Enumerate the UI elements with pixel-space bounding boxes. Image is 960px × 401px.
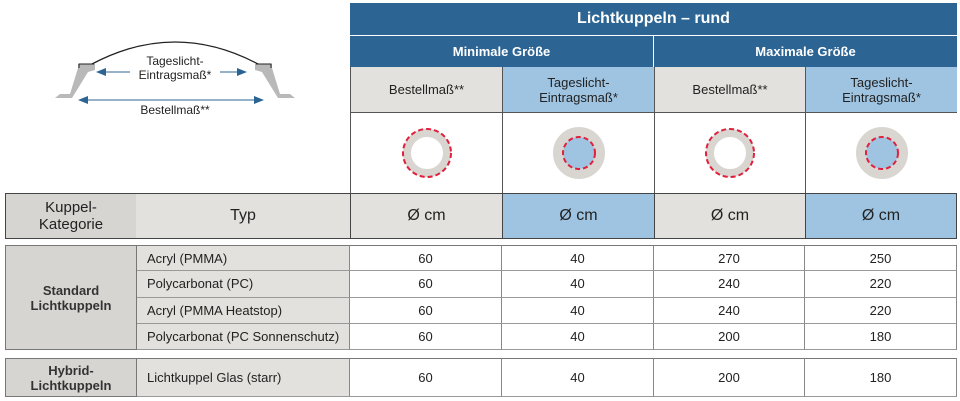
value-cell: 180 — [805, 358, 957, 397]
value-cell: 60 — [350, 324, 502, 350]
value-cell: 60 — [350, 245, 502, 271]
category-cell — [5, 358, 137, 397]
order-ring-icon — [702, 125, 758, 181]
ring-icon-cell — [502, 113, 654, 193]
daylight-label: Tageslicht- — [146, 54, 204, 68]
value-cell: 40 — [502, 358, 654, 397]
category-label-2: Lichtkuppeln — [30, 297, 112, 313]
ring-icon-cell — [350, 113, 502, 193]
ring-icon-cell — [805, 113, 957, 193]
subheader-order — [654, 67, 805, 113]
value-cell: 250 — [805, 245, 957, 271]
type-header: Typ — [136, 193, 351, 239]
type-cell: Polycarbonat (PC Sonnenschutz) — [137, 324, 350, 350]
subheader-daylight — [502, 67, 654, 113]
subheader-label-2: Eintragsmaß* — [539, 89, 618, 105]
type-cell: Lichtkuppel Glas (starr) — [137, 358, 350, 397]
value-cell: 40 — [502, 245, 654, 271]
subheader-label-2: Eintragsmaß* — [842, 89, 921, 105]
subheader-label: Bestellmaß** — [388, 82, 465, 97]
category-label: Standard — [42, 282, 100, 298]
order-ring-icon — [399, 125, 455, 181]
value-cell: 40 — [502, 324, 654, 350]
subheader-daylight — [805, 67, 957, 113]
category-header — [5, 193, 137, 239]
order-label: Bestellmaß** — [140, 103, 210, 117]
subheader-order — [350, 67, 502, 113]
ring-icon-cell — [654, 113, 805, 193]
value-cell: 220 — [805, 271, 957, 297]
daylight-label-2: Eintragsmaß* — [138, 68, 212, 82]
value-cell: 240 — [654, 298, 805, 324]
subheader-label: Bestellmaß** — [692, 82, 768, 97]
type-cell: Polycarbonat (PC) — [137, 271, 350, 297]
category-label-2: Kategorie — [38, 216, 104, 233]
unit-label: Ø cm — [350, 193, 502, 239]
value-cell: 40 — [502, 271, 654, 297]
group-max-size: Maximale Größe — [654, 36, 957, 67]
unit-label: Ø cm — [805, 193, 957, 239]
value-cell: 240 — [654, 271, 805, 297]
type-cell: Acryl (PMMA Heatstop) — [137, 298, 350, 324]
value-cell: 270 — [654, 245, 805, 271]
category-label: Hybrid- — [48, 362, 94, 378]
category-label-2: Lichtkuppeln — [30, 377, 112, 393]
type-cell: Acryl (PMMA) — [137, 245, 350, 271]
value-cell: 60 — [350, 271, 502, 297]
table-title: Lichtkuppeln – rund — [350, 3, 957, 36]
value-cell: 60 — [350, 298, 502, 324]
value-cell: 200 — [654, 358, 805, 397]
unit-label: Ø cm — [654, 193, 805, 239]
category-label: Kuppel- — [45, 199, 97, 216]
value-cell: 40 — [502, 298, 654, 324]
unit-label: Ø cm — [502, 193, 654, 239]
skylight-diagram — [50, 30, 300, 130]
value-cell: 220 — [805, 298, 957, 324]
group-min-size: Minimale Größe — [350, 36, 654, 67]
daylight-ring-icon — [854, 125, 910, 181]
daylight-ring-icon — [551, 125, 607, 181]
category-cell — [5, 245, 137, 350]
value-cell: 60 — [350, 358, 502, 397]
subheader-label: Tageslicht- — [850, 74, 913, 90]
value-cell: 200 — [654, 324, 805, 350]
subheader-label: Tageslicht- — [547, 74, 610, 90]
value-cell: 180 — [805, 324, 957, 350]
